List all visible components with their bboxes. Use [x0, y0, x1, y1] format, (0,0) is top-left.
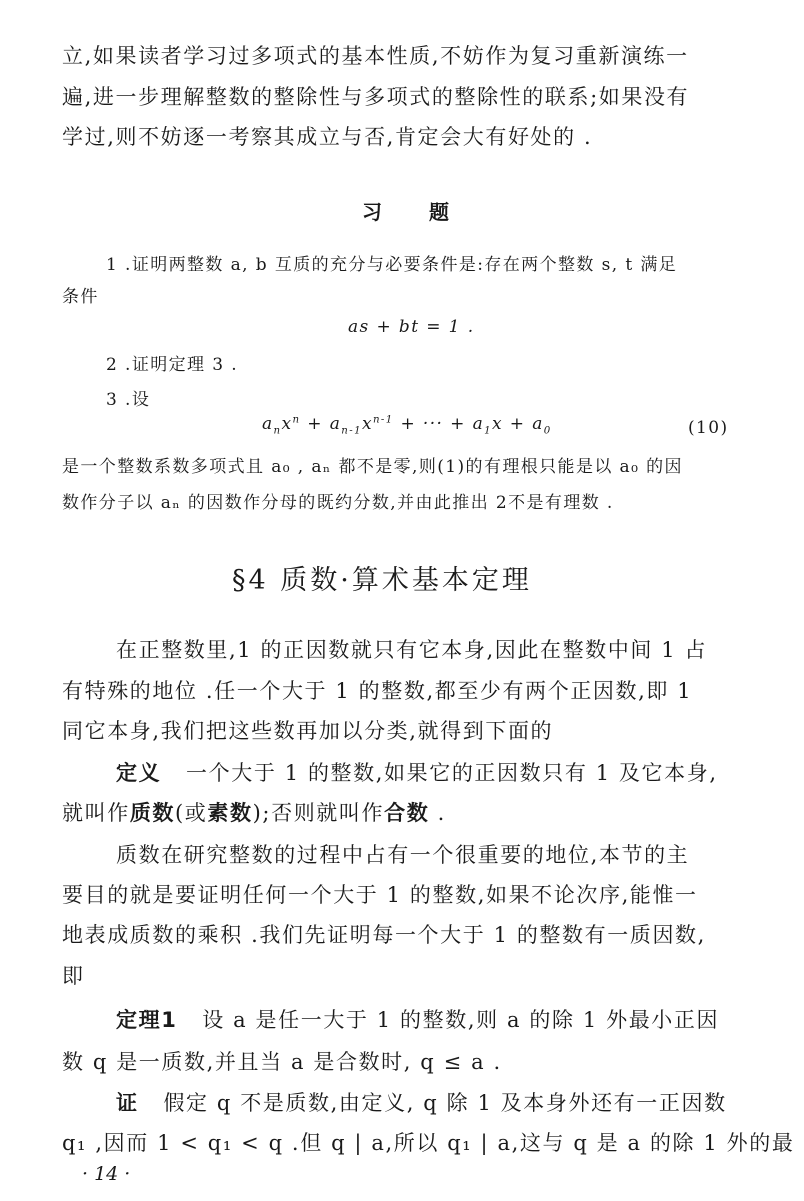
definition-text-1: 一个大于 1 的整数,如果它的正因数只有 1 及它本身, [186, 761, 718, 785]
para1-line-1: 在正整数里,1 的正因数就只有它本身,因此在整数中间 1 占 [116, 638, 708, 662]
intro-line-3: 学过,则不妨逐一考察其成立与否,肯定会大有好处的 . [62, 125, 593, 149]
theorem-line-2: 数 q 是一质数,并且当 a 是合数时, q ≤ a . [62, 1050, 502, 1074]
definition-text-2b: (或 [175, 801, 208, 825]
para2-line-2: 要目的就是要证明任何一个大于 1 的整数,如果不论次序,能惟一 [62, 883, 698, 907]
para2-line-1: 质数在研究整数的过程中占有一个很重要的地位,本节的主 [116, 843, 690, 867]
exercise-1-line-1: 1 .证明两整数 a, b 互质的充分与必要条件是:存在两个整数 s, t 满足 [106, 255, 678, 275]
definition-text-2a: 就叫作 [62, 801, 130, 825]
exercise-3-line-3: 数作分子以 aₙ 的因数作分母的既约分数,并由此推出 2不是有理数 . [62, 493, 614, 513]
definition-label: 定义 [116, 761, 162, 785]
theorem-line-1 [116, 1004, 719, 1034]
term-composite: 合数 [384, 801, 430, 825]
intro-line-2: 遍,进一步理解整数的整除性与多项式的整除性的联系;如果没有 [62, 85, 690, 109]
section-title: §4 质数·算术基本定理 [232, 565, 532, 596]
exercise-3-polynomial: $a_nx^n + a_{n-1}x^{n-1}$ + ··· + $a_1x + a_0$ [262, 414, 552, 437]
exercise-2: 2 .证明定理 3 . [106, 355, 239, 375]
proof-text-1: 假定 q 不是质数,由定义, q 除 1 及本身外还有一正因数 [163, 1091, 727, 1115]
page-number: · 14 · [82, 1163, 131, 1185]
exercise-1-formula: as + bt = 1 . [348, 317, 475, 337]
definition-line-2 [62, 797, 446, 827]
para2-line-3: 地表成质数的乘积 .我们先证明每一个大于 1 的整数有一质因数, [62, 923, 706, 947]
definition-line-1 [116, 757, 718, 787]
definition-text-2d: . [429, 801, 446, 825]
para2-line-4: 即 [62, 964, 85, 988]
para1-line-3: 同它本身,我们把这些数再加以分类,就得到下面的 [62, 719, 554, 743]
definition-text-2c: );否则就叫作 [252, 801, 385, 825]
proof-label: 证 [116, 1091, 139, 1115]
para1-line-2: 有特殊的地位 .任一个大于 1 的整数,都至少有两个正因数,即 1 [62, 679, 693, 703]
term-prime-alt: 素数 [207, 801, 253, 825]
equation-number: (10) [688, 418, 729, 438]
intro-line-1: 立,如果读者学习过多项式的基本性质,不妨作为复习重新演练一 [62, 44, 689, 68]
proof-line-2: q₁ ,因而 1 < q₁ < q .但 q | a,所以 q₁ | a,这与 q 是 a 的除 1 外的最 [62, 1131, 795, 1155]
theorem-label: 定理1 [116, 1008, 178, 1032]
theorem-text-1: 设 a 是任一大于 1 的整数,则 a 的除 1 外最小正因 [202, 1008, 720, 1032]
exercise-1-line-2: 条件 [62, 287, 99, 307]
exercises-heading: 习 题 [362, 200, 469, 224]
exercise-3-line-2: 是一个整数系数多项式且 a₀ , aₙ 都不是零,则(1)的有理根只能是以 a₀ 的因 [62, 457, 683, 477]
term-prime: 质数 [129, 801, 176, 825]
exercise-3-label: 3 .设 [106, 390, 151, 410]
proof-line-1 [116, 1087, 727, 1117]
